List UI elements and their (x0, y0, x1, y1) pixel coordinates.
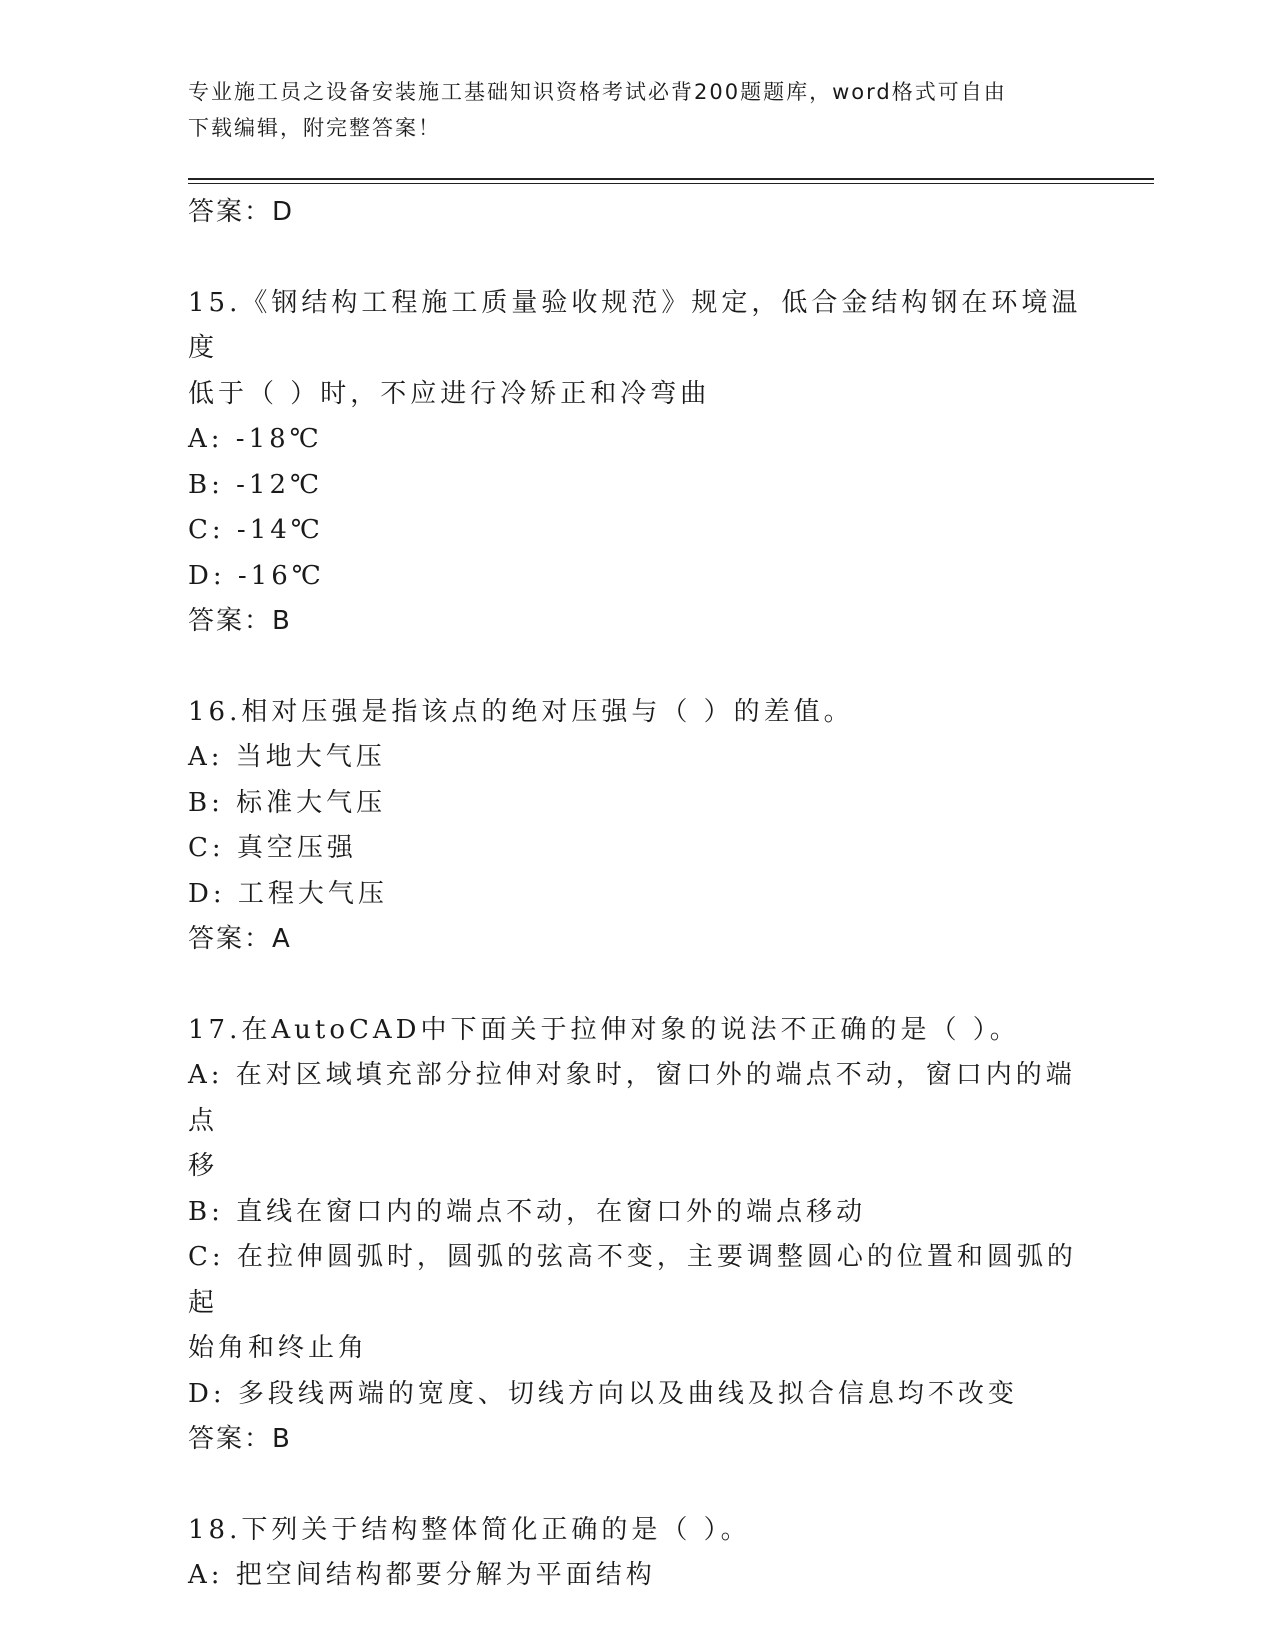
question-17 (188, 1008, 1088, 1463)
question-15 (188, 281, 1088, 645)
option-d: D: -16℃ (188, 560, 325, 591)
question-stem: 17.在AutoCAD中下面关于拉伸对象的说法不正确的是（ ）。 (188, 1014, 1020, 1045)
header-rule-thick (188, 178, 1154, 180)
answer: 答案：B (188, 1424, 292, 1454)
question-stem-cont: 低于（ ）时，不应进行冷矫正和冷弯曲 (188, 378, 711, 409)
question-stem: 16.相对压强是指该点的绝对压强与（ ）的差值。 (188, 696, 854, 727)
option-b: B: 标准大气压 (188, 787, 387, 818)
option-a-cont: 移 (188, 1151, 219, 1181)
question-18 (188, 1508, 1088, 1599)
option-a: A: 在对区域填充部分拉伸对象时，窗口外的端点不动，窗口内的端点 (188, 1060, 1076, 1136)
option-c-cont: 始角和终止角 (188, 1333, 369, 1363)
option-c: C: 在拉伸圆弧时，圆弧的弦高不变，主要调整圆心的位置和圆弧的起 (188, 1242, 1077, 1318)
option-c: C: -14℃ (188, 515, 324, 545)
option-a: A: 当地大气压 (188, 742, 386, 772)
header-rule-thin (188, 183, 1154, 184)
answer: 答案：A (188, 924, 292, 954)
spacer (188, 645, 1088, 690)
option-a: A: -18℃ (188, 424, 323, 454)
question-stem: 15.《钢结构工程施工质量验收规范》规定，低合金结构钢在环境温度 (188, 287, 1082, 363)
header-line-1: 专业施工员之设备安装施工基础知识资格考试必背200题题库，word格式可自由 (188, 80, 1007, 104)
question-16 (188, 690, 1088, 963)
spacer (188, 963, 1088, 1008)
option-d: D: 多段线两端的宽度、切线方向以及曲线及拟合信息均不改变 (188, 1378, 1018, 1409)
previous-answer: 答案：D (188, 197, 295, 227)
document-header (188, 74, 1068, 146)
question-stem: 18.下列关于结构整体简化正确的是（ ）。 (188, 1514, 751, 1545)
option-b: B: 直线在窗口内的端点不动，在窗口外的端点移动 (188, 1196, 867, 1227)
option-d: D: 工程大气压 (188, 878, 388, 909)
option-a: A: 把空间结构都要分解为平面结构 (188, 1560, 656, 1590)
spacer (188, 1463, 1088, 1508)
header-line-2: 下载编辑，附完整答案！ (188, 116, 441, 140)
question-list (188, 190, 1088, 1599)
answer: 答案：B (188, 606, 292, 636)
spacer (188, 236, 1088, 281)
option-c: C: 真空压强 (188, 833, 357, 863)
option-b: B: -12℃ (188, 469, 324, 500)
